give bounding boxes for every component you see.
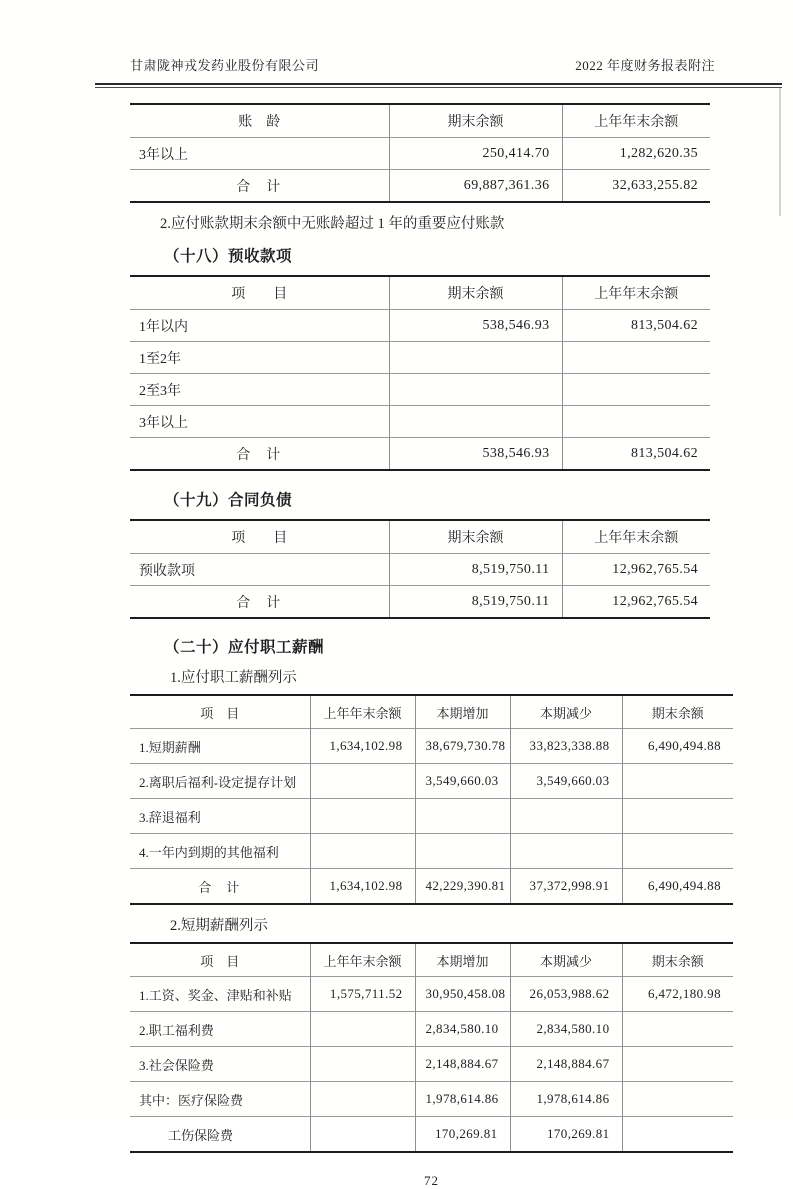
value-cell: 538,546.93 [389, 310, 562, 342]
value-cell [622, 834, 733, 869]
row-label-cell: 预收款项 [130, 554, 389, 586]
col-header-aging: 账 龄 [238, 115, 281, 130]
value-cell [562, 374, 710, 406]
value-cell: 6,490,494.88 [622, 729, 733, 764]
row-label-cell: 2至3年 [130, 374, 389, 406]
row-label-cell: 2.离职后福利-设定提存计划 [130, 764, 310, 799]
value-cell: 38,679,730.78 [415, 729, 510, 764]
value-cell: 2,148,884.67 [510, 1047, 622, 1082]
row-label-cell: 1至2年 [130, 342, 389, 374]
value-cell: 2,834,580.10 [510, 1012, 622, 1047]
table-row [130, 406, 710, 438]
table-row [130, 1082, 733, 1117]
value-cell [389, 342, 562, 374]
row-label-cell: 1年以内 [130, 310, 389, 342]
table-row [130, 170, 710, 203]
value-cell: 12,962,765.54 [562, 586, 710, 619]
value-cell: 1,634,102.98 [310, 869, 415, 905]
col-header-ending-balance: 期末余额 [622, 695, 733, 729]
col-header-ending-balance: 期末余额 [389, 276, 562, 310]
value-cell [562, 342, 710, 374]
value-cell [389, 406, 562, 438]
value-cell: 1,978,614.86 [415, 1082, 510, 1117]
col-header-ending-balance: 期末余额 [389, 520, 562, 554]
value-cell [562, 406, 710, 438]
row-label-cell: 1.短期薪酬 [130, 729, 310, 764]
col-header-item: 项 目 [231, 287, 288, 302]
value-cell: 6,472,180.98 [622, 977, 733, 1012]
value-cell [415, 799, 510, 834]
row-label-cell: 2.职工福利费 [130, 1012, 310, 1047]
doc-title: 2022 年度财务报表附注 [575, 58, 715, 73]
table-row [130, 729, 733, 764]
value-cell: 1,282,620.35 [562, 138, 710, 170]
company-name: 甘肃陇神戎发药业股份有限公司 [130, 58, 320, 73]
value-cell: 26,053,988.62 [510, 977, 622, 1012]
table-row [130, 438, 710, 471]
col-header-prior-year-balance: 上年年末余额 [310, 695, 415, 729]
value-cell [310, 1082, 415, 1117]
value-cell [622, 1012, 733, 1047]
col-header-prior-year-balance: 上年年末余额 [310, 943, 415, 977]
short-term-table [130, 942, 733, 1153]
value-cell [310, 1047, 415, 1082]
value-cell: 69,887,361.36 [389, 170, 562, 203]
value-cell [622, 1047, 733, 1082]
col-header-ending-balance: 期末余额 [389, 104, 562, 138]
value-cell: 3,549,660.03 [415, 764, 510, 799]
payroll-table [130, 694, 733, 905]
row-label-cell: 3年以上 [130, 138, 389, 170]
value-cell [415, 834, 510, 869]
value-cell: 3,549,660.03 [510, 764, 622, 799]
table-row [130, 764, 733, 799]
value-cell: 538,546.93 [389, 438, 562, 471]
col-header-prior-year-balance: 上年年末余额 [562, 104, 710, 138]
table-header-row [130, 695, 733, 729]
col-header-ending-balance: 期末余额 [622, 943, 733, 977]
row-label-cell: 工伤保险费 [130, 1117, 310, 1153]
col-header-prior-year-balance: 上年年末余额 [562, 520, 710, 554]
row-label-cell: 3.辞退福利 [130, 799, 310, 834]
page-header [130, 55, 715, 74]
value-cell [310, 799, 415, 834]
value-cell: 1,978,614.86 [510, 1082, 622, 1117]
value-cell [622, 1117, 733, 1153]
table-row [130, 586, 710, 619]
row-label-cell: 合 计 [130, 586, 389, 619]
value-cell [622, 799, 733, 834]
row-label-cell: 合 计 [130, 170, 389, 203]
table-header-row [130, 104, 710, 138]
contract-liabilities-table [130, 519, 710, 619]
value-cell: 170,269.81 [510, 1117, 622, 1153]
value-cell: 8,519,750.11 [389, 586, 562, 619]
value-cell: 1,575,711.52 [310, 977, 415, 1012]
table-row [130, 799, 733, 834]
value-cell: 32,633,255.82 [562, 170, 710, 203]
value-cell: 30,950,458.08 [415, 977, 510, 1012]
table-row [130, 977, 733, 1012]
value-cell: 813,504.62 [562, 310, 710, 342]
col-header-decrease: 本期减少 [510, 943, 622, 977]
section-title-19: （十九）合同负债 [164, 492, 293, 509]
value-cell: 1,634,102.98 [310, 729, 415, 764]
header-rule [95, 83, 782, 88]
value-cell [510, 834, 622, 869]
table-row [130, 1117, 733, 1153]
section-title-20: （二十）应付职工薪酬 [164, 639, 325, 656]
value-cell: 33,823,338.88 [510, 729, 622, 764]
row-label-cell: 3.社会保险费 [130, 1047, 310, 1082]
table-row [130, 138, 710, 170]
col-header-increase: 本期增加 [415, 695, 510, 729]
table-row [130, 869, 733, 905]
value-cell [310, 834, 415, 869]
value-cell [310, 764, 415, 799]
row-label-cell: 合 计 [130, 869, 310, 905]
value-cell: 170,269.81 [415, 1117, 510, 1153]
aging-table [130, 103, 710, 203]
value-cell: 2,148,884.67 [415, 1047, 510, 1082]
value-cell: 42,229,390.81 [415, 869, 510, 905]
table-header-row [130, 943, 733, 977]
table-row [130, 374, 710, 406]
table-row [130, 554, 710, 586]
value-cell: 12,962,765.54 [562, 554, 710, 586]
row-label-cell: 其中：医疗保险费 [130, 1082, 310, 1117]
value-cell [389, 374, 562, 406]
col-header-item: 项 目 [200, 953, 240, 969]
table-row [130, 834, 733, 869]
table-row [130, 1047, 733, 1082]
row-label-cell: 合 计 [130, 438, 389, 471]
col-header-decrease: 本期减少 [510, 695, 622, 729]
scan-artifact-line [779, 88, 781, 216]
col-header-increase: 本期增加 [415, 943, 510, 977]
table-header-row [130, 276, 710, 310]
table-row [130, 342, 710, 374]
value-cell [310, 1117, 415, 1153]
table-header-row [130, 520, 710, 554]
col-header-item: 项 目 [231, 531, 288, 546]
value-cell: 250,414.70 [389, 138, 562, 170]
value-cell [510, 799, 622, 834]
page-number: 72 [424, 1173, 439, 1188]
value-cell [622, 1082, 733, 1117]
table-row [130, 310, 710, 342]
table-row [130, 1012, 733, 1047]
subsection-title-short-term: 2.短期薪酬列示 [170, 918, 268, 934]
value-cell: 2,834,580.10 [415, 1012, 510, 1047]
row-label-cell: 1.工资、奖金、津贴和补贴 [130, 977, 310, 1012]
row-label-cell: 3年以上 [130, 406, 389, 438]
value-cell: 37,372,998.91 [510, 869, 622, 905]
advances-table [130, 275, 710, 471]
col-header-item: 项 目 [200, 705, 240, 721]
section-title-18: （十八）预收款项 [164, 248, 293, 265]
value-cell: 8,519,750.11 [389, 554, 562, 586]
note-accounts-payable: 2.应付账款期末余额中无账龄超过 1 年的重要应付账款 [160, 216, 505, 232]
subsection-title-payroll: 1.应付职工薪酬列示 [170, 670, 297, 686]
col-header-prior-year-balance: 上年年末余额 [562, 276, 710, 310]
value-cell: 813,504.62 [562, 438, 710, 471]
value-cell: 6,490,494.88 [622, 869, 733, 905]
row-label-cell: 4.一年内到期的其他福利 [130, 834, 310, 869]
value-cell [310, 1012, 415, 1047]
value-cell [622, 764, 733, 799]
